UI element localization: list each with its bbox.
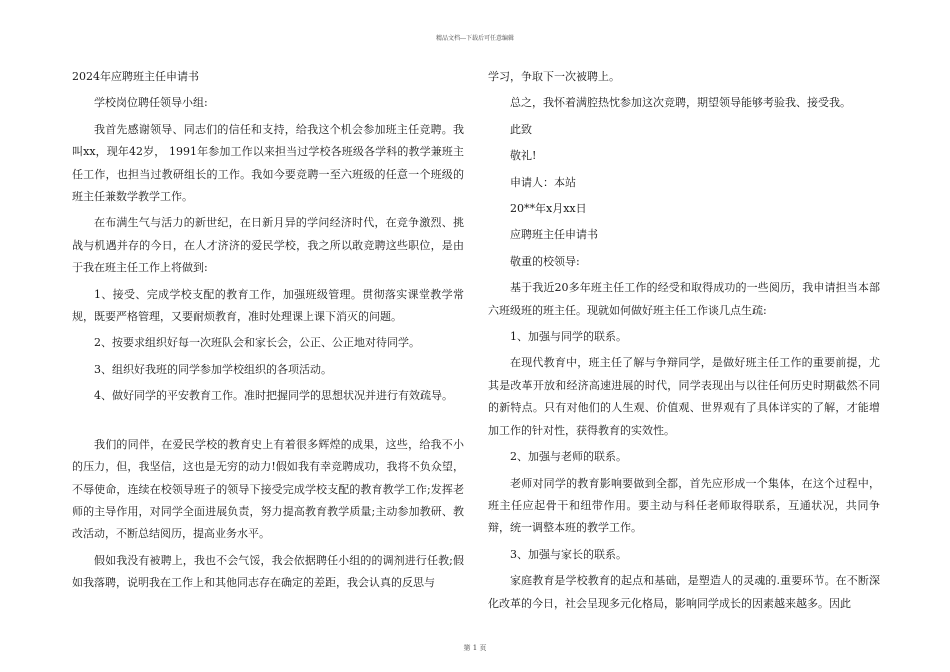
paragraph: 敬重的校领导: [510,254,580,268]
paragraph: 申请人：本站 [510,175,576,189]
paragraph: 1、加强与同学的联系。 [510,330,627,344]
paragraph: 我首先感谢领导、同志们的信任和支持，给我这个机会参加班主任竞聘。我叫xx，现年42岁， 1991年参加工作以来担当过学校各班级各学科的教学兼班主任工作，也担当过教研组长的工作。我如今要竞聘一至六班级的任意一个班级的班主任兼数学教学工作。 [72,122,464,204]
paragraph: 敬礼! [510,149,537,163]
paragraph: 总之，我怀着满腔热忱参加这次竞聘，期望领导能够考验我、接受我。 [510,96,851,110]
blank-line [72,412,464,434]
paragraph: 2、按要求组织好每一次班队会和家长会，公正、公正地对待同学。 [94,336,420,350]
paragraph: 家庭教育是学校教育的起点和基础，是塑造人的灵魂的.重要环节。在不断深化改革的今日，社会呈现多元化格局，影响同学成长的因素越来越多。因此 [488,574,880,610]
paragraph: 20**年x月xx日 [510,202,587,216]
paragraph: 2、加强与老师的联系。 [510,450,627,464]
paragraph: 3、加强与家长的联系。 [510,547,627,561]
paragraph: 1、接受、完成学校支配的教育工作，加强班级管理。贯彻落实课堂教学常规，既要严格管理，又要耐烦教育，准时处理课上课下消灭的问题。 [72,287,464,324]
page-number: 第 1 页 [463,644,487,652]
page-header-note: 精品文档---下载后可任意编辑 [435,35,515,42]
paragraph: 我们的同伴，在爱民学校的教育史上有着很多辉煌的成果，这些，给我不小的压力，但，我坚信，这也是无穷的动力!假如我有幸竞聘成功，我将不负众望，不辱使命，连续在校领导班子的领导下接受完成学校支配的教育教学工作;发挥老师的主导作用，对同学全面进展负责，努力提高教育教学质量;主动参加教研、教改活动，不断总结阅历，提高业务水平。 [72,437,464,541]
paragraph: 4、做好同学的平安教育工作。准时把握同学的思想状况并进行有效疏导。 [94,389,453,403]
paragraph: 老师对同学的教育影响要做到全都，首先应形成一个集体，在这个过程中，班主任应起骨干和纽带作用。要主动与科任老师取得联系，互通状况，共同争辩，统一调整本班的教学工作。 [488,476,880,535]
left-column [72,66,464,599]
paragraph: 在布满生气与活力的新世纪，在日新月异的学问经济时代，在竞争激烈、挑战与机遇并存的今日，在人才济济的爱民学校，我之所以敢竞聘这些职位，是由于我在班主任工作上将做到: [72,216,464,275]
paragraph: 在现代教育中，班主任了解与争辩同学，是做好班主任工作的重要前提，尤其是改革开放和经济高速进展的时代，同学表现出与以往任何历史时期截然不同的新特点。只有对他们的人生观、价值观、世界观有了具体详实的了解，才能增加工作的针对性，获得教育的实效性。 [488,356,880,437]
paragraph-continuation: 学习，争取下一次被聘上。 [488,70,620,83]
paragraph: 此致 [510,122,532,136]
paragraph: 假如我没有被聘上，我也不会气馁，我会依据聘任小组的的调剂进行任教;假如我落聘，说明我在工作上和其他同志存在确定的差距，我会认真的反思与 [72,553,464,590]
paragraph: 应聘班主任申请书 [510,228,598,242]
document-title: 2024年应聘班主任申请书 [72,70,199,83]
paragraph: 3、组织好我班的同学参加学校组织的各项活动。 [94,362,332,376]
paragraph: 基于我近20多年班主任工作的经受和取得成功的一些阅历，我申请担当本部六班级班的班主任。现就如何做好班主任工作谈几点生疏: [488,281,880,317]
paragraph: 学校岗位聘任领导小组: [94,96,208,110]
right-column [488,66,880,619]
